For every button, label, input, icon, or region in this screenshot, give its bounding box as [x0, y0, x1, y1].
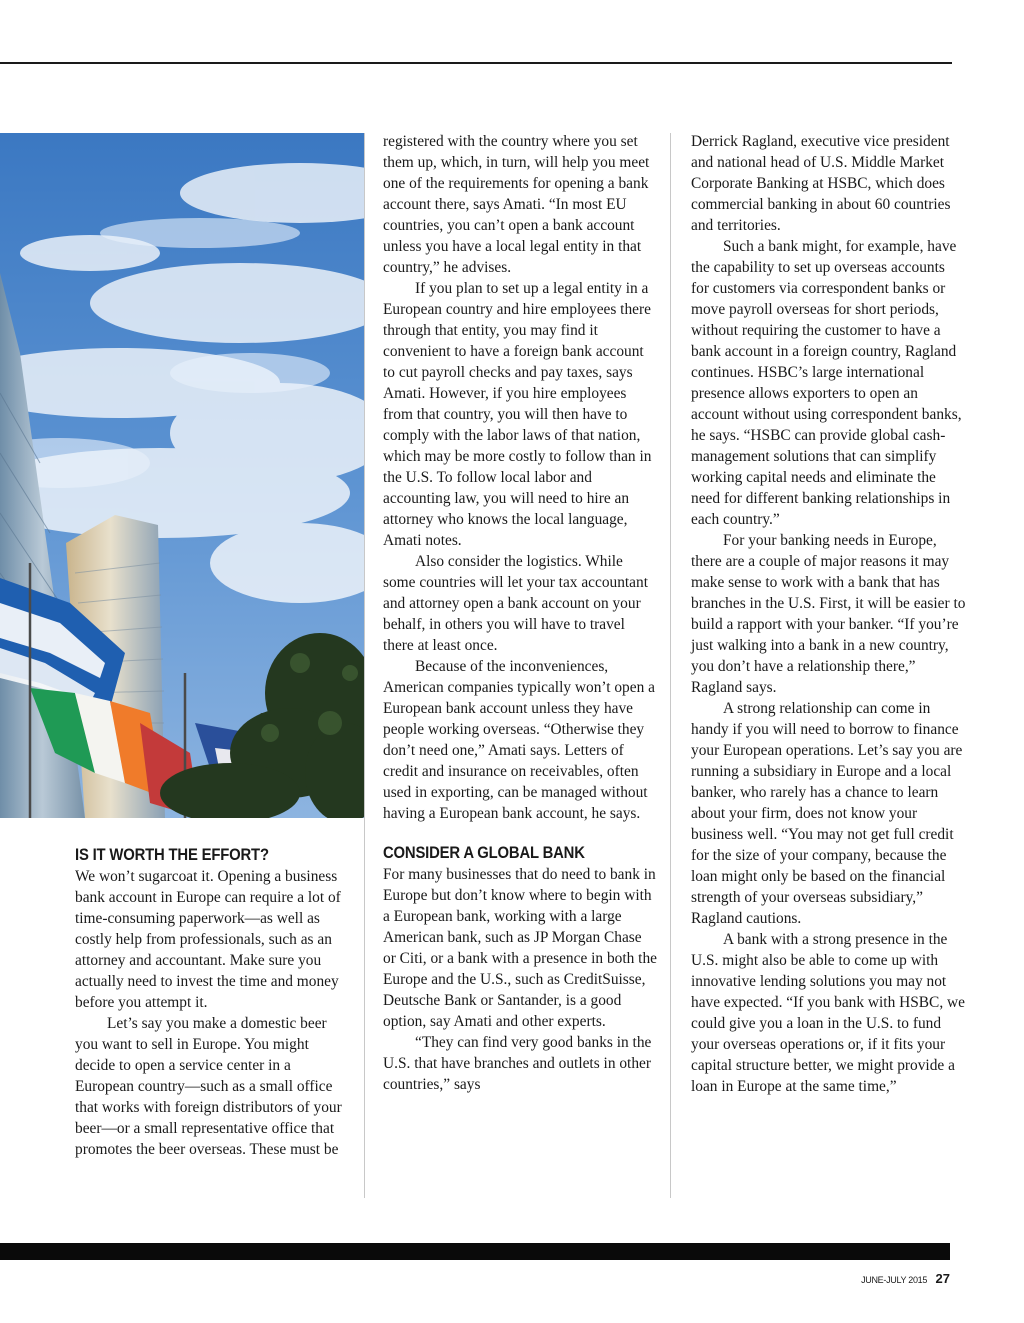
column-rule-1 — [364, 133, 365, 1198]
article-photo — [0, 133, 364, 818]
column-3 — [691, 131, 966, 1097]
paragraph: “They can find very good banks in the U.S. that have branches and outlets in other countries,” says — [383, 1034, 652, 1093]
section-heading-worth-effort: IS IT WORTH THE EFFORT? — [75, 846, 269, 864]
paragraph: For many businesses that do need to bank in Europe but don’t know where to begin with a European bank, working with a large American bank, such as JP Morgan Chase or Citi, or a bank with a presence in both the Europe and the U.S., such as CreditSuisse, Deutsche Bank or Santander, is a good option, say Amati and other experts. — [383, 866, 657, 1030]
paragraph: A strong relationship can come in handy if you will need to borrow to finance your European operations. Let’s say you are running a subsidiary in Europe and a local banker, who rarely has a chance to learn about your firm, does not know your business well. “You may not get full credit for the size of your company, because the loan might only be based on the financial strength of your overseas subsidiary,” Ragland cautions. — [691, 700, 963, 927]
column-2 — [383, 131, 658, 1095]
section-heading-global-bank: CONSIDER A GLOBAL BANK — [383, 844, 585, 862]
issue-date: JUNE-JULY 2015 — [861, 1275, 928, 1285]
paragraph: registered with the country where you set them up, which, in turn, will help you meet one of the requirements for opening a bank account there, says Amati. “In most EU countries, you can’t open a bank account unless you have a local legal entity in that country,” he advises. — [383, 133, 650, 276]
paragraph: Such a bank might, for example, have the capability to set up overseas accounts for customers via correspondent banks or move payroll overseas for short periods, without requiring the customer to have a bank account in a foreign country, Ragland continues. HSBC’s large international presence allows exporters to open an account without using correspondent banks, he says. “HSBC can provide global cash-management solutions that can simplify working capital needs and eliminate the need for different banking relationships in each country.” — [691, 238, 962, 528]
paragraph: Let’s say you make a domestic beer you want to sell in Europe. You might decide to open a service center in a European country—such as a small office that works with foreign distributors of your beer—or a small representative office that promotes the beer overseas. These must be — [75, 1015, 342, 1158]
paragraph: Also consider the logistics. While some countries will let your tax accountant and attorney open a bank account on your behalf, in others you will have to travel there at least once. — [383, 553, 648, 654]
page-number: 27 — [935, 1271, 950, 1286]
folio — [861, 1270, 950, 1288]
bottom-bar — [0, 1243, 950, 1260]
paragraph: If you plan to set up a legal entity in a European country and hire employees there through that entity, you may find it convenient to have a foreign bank account to cut payroll checks and pay taxes, says Amati. However, if you hire employees from that country, you will then have to comply with the labor laws of that nation, which may be more costly to follow than in the U.S. To follow local labor and accounting law, you will need to hire an attorney who knows the local language, Amati notes. — [383, 280, 652, 549]
column-rule-2 — [670, 133, 671, 1198]
paragraph: We won’t sugarcoat it. Opening a business bank account in Europe can require a lot of time-consuming paperwork—as well as costly help from professionals, such as an attorney and accountant. Make sure you actually need to invest the time and money before you attempt it. — [75, 868, 341, 1011]
top-rule — [0, 62, 952, 64]
paragraph: Because of the inconveniences, American companies typically won’t open a European bank account unless they have people working overseas. “Otherwise they don’t need one,” Amati says. Letters of credit and insurance on receivables, often used in exporting, can be managed without having a European bank account, he says. — [383, 658, 655, 822]
paragraph: For your banking needs in Europe, there are a couple of major reasons it may make sense to work with a bank that has branches in the U.S. First, it will be easier to build a rapport with your banker. “If you’re just walking into a bank in a new country, you don’t have a relationship there,” Ragland says. — [691, 532, 966, 696]
column-1 — [75, 845, 347, 1160]
paragraph: A bank with a strong presence in the U.S. might also be able to come up with innovative lending solutions you may not have expected. “If you bank with HSBC, we could give you a loan in the U.S. to fund your overseas operations or, if it fits your capital structure better, we might provide a loan in Europe at the same time,” — [691, 931, 965, 1095]
paragraph: Derrick Ragland, executive vice president and national head of U.S. Middle Market Corporate Banking at HSBC, which does commercial banking in about 60 countries and territories. — [691, 133, 951, 234]
